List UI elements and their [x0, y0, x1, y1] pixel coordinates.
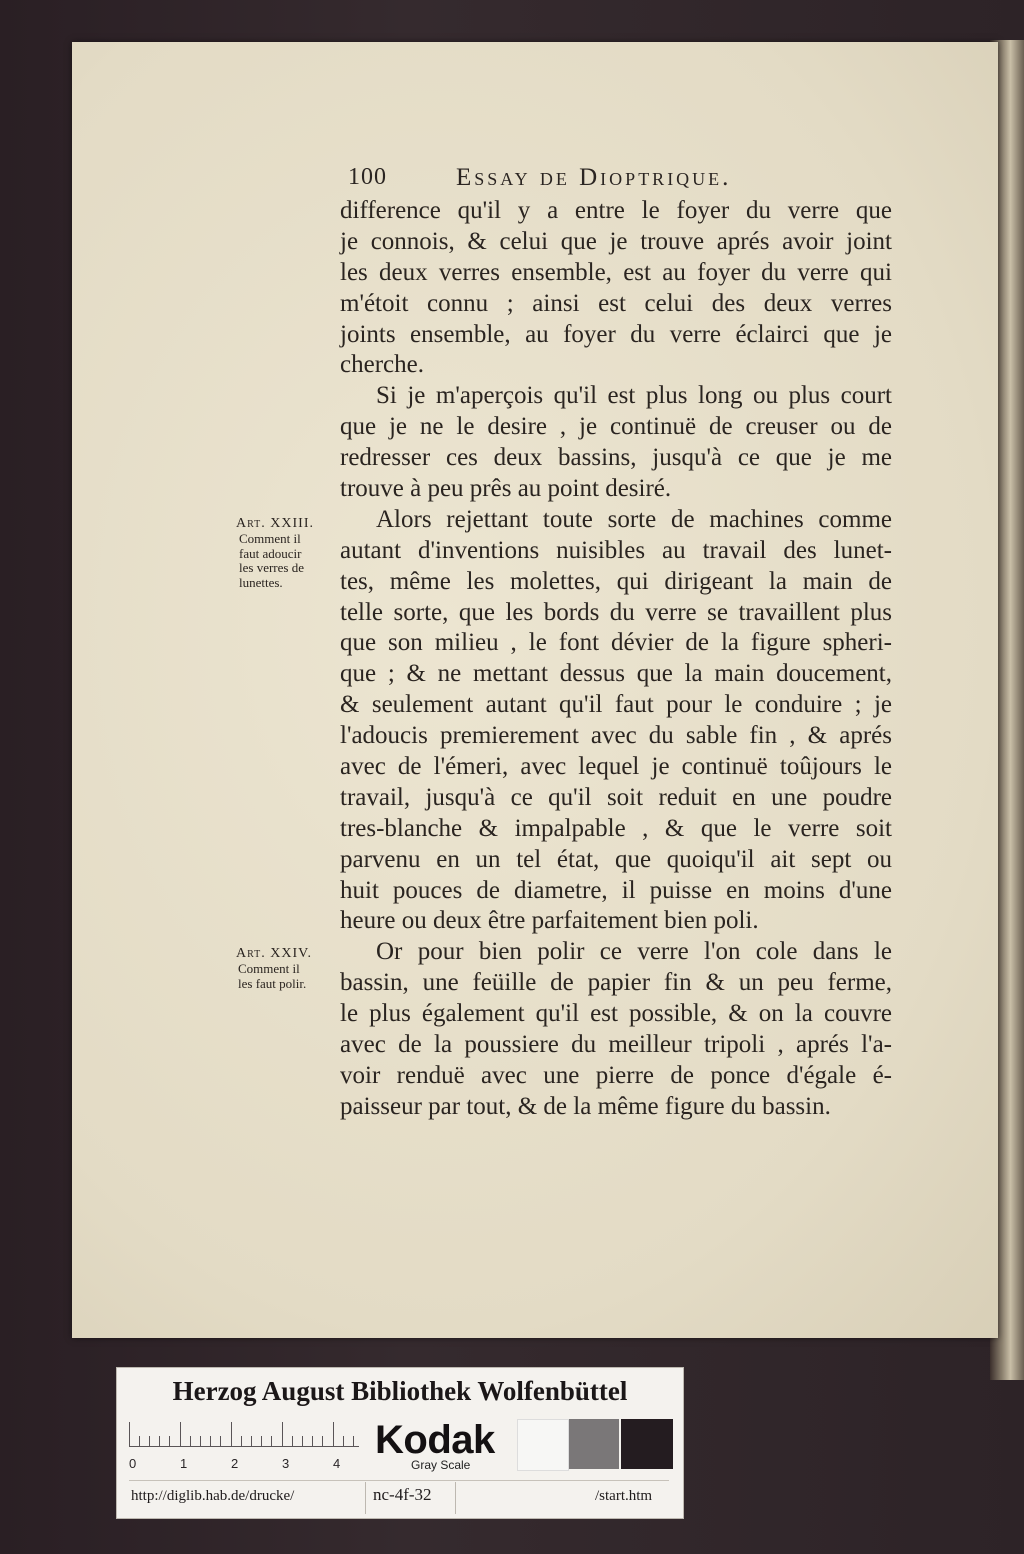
- ruler-tick: [322, 1436, 323, 1446]
- page-number: 100: [348, 164, 387, 190]
- running-header: [348, 164, 808, 198]
- text-line: voir renduë avec une pierre de ponce d'égale é-: [340, 1061, 892, 1089]
- ruler-tick: [241, 1436, 242, 1446]
- text-line: telle sorte, que les bords du verre se travaillent plus: [340, 598, 892, 626]
- ruler-number: 1: [180, 1456, 188, 1471]
- ruler-numbers: [127, 1456, 367, 1472]
- marginal-note-art-xxiii: [236, 516, 342, 590]
- text-line: que ; & ne mettant dessus que la main doucement,: [340, 660, 892, 688]
- marginal-line: les faut polir.: [238, 975, 307, 991]
- text-line: le plus également qu'il est possible, & on la couvre: [340, 1000, 892, 1028]
- ruler-number: 4: [333, 1456, 341, 1471]
- shelfmark: nc-4f-32: [373, 1485, 432, 1504]
- divider: [365, 1482, 366, 1514]
- ruler-tick: [282, 1422, 283, 1446]
- ruler-number: 0: [129, 1456, 137, 1471]
- base-url: http://diglib.hab.de/drucke/: [131, 1488, 295, 1504]
- text-line: huit pouces de diametre, il puisse en moins d'une: [340, 876, 892, 904]
- ruler-tick: [159, 1436, 160, 1446]
- marginal-note-art-xxiv: [236, 946, 342, 991]
- gray-swatch-dark: [621, 1419, 673, 1469]
- text-line: tes, même les molettes, qui dirigeant la main de: [340, 567, 892, 595]
- gray-swatch-white: [517, 1419, 569, 1471]
- text-line: autant d'inventions nuisibles au travail des lunet-: [340, 536, 892, 564]
- start-path: /start.htm: [595, 1488, 653, 1504]
- color-target-card: [116, 1367, 684, 1519]
- ruler-tick: [292, 1436, 293, 1446]
- article-number: Art. XXIII.: [236, 516, 314, 531]
- ruler-number: 2: [231, 1456, 239, 1471]
- gray-swatch-mid: [569, 1419, 619, 1469]
- text-line: tres-blanche & impalpable , & que le verre soit: [340, 814, 892, 842]
- body-text: [340, 196, 892, 1123]
- marginal-line: Comment il: [239, 531, 301, 546]
- text-line: parvenu en un tel état, que quoiqu'il ait sept ou: [340, 845, 892, 873]
- ruler-tick: [251, 1436, 252, 1446]
- text-line: que je ne le desire , je continuë de creuser ou de: [340, 413, 892, 441]
- ruler-tick: [333, 1422, 334, 1446]
- article-number: Art. XXIV.: [236, 946, 312, 961]
- ruler-tick: [190, 1436, 191, 1446]
- ruler-tick: [302, 1436, 303, 1446]
- scale-ruler: [129, 1422, 359, 1447]
- text-line: joints ensemble, au foyer du verre éclairci que je: [340, 320, 892, 348]
- text-line: heure ou deux être parfaitement bien poli.: [340, 907, 759, 935]
- text-line: que son milieu , le font dévier de la figure spheri-: [340, 629, 892, 657]
- text-line: je connois, & celui que je trouve aprés avoir joint: [340, 227, 892, 255]
- divider: [129, 1480, 669, 1481]
- text-line: bassin, une feüille de papier fin & un peu ferme,: [340, 969, 892, 997]
- marginal-line: faut adoucir: [239, 545, 302, 561]
- text-line: redresser ces deux bassins, jusqu'à ce que je me: [340, 444, 892, 472]
- marginal-line: lunettes.: [239, 574, 283, 590]
- running-title: Essay de Dioptrique.: [456, 164, 732, 191]
- kodak-logo: Kodak: [375, 1418, 495, 1462]
- ruler-tick: [261, 1436, 262, 1446]
- text-line: paisseur par tout, & de la même figure du bassin.: [340, 1092, 831, 1120]
- ruler-tick: [169, 1436, 170, 1446]
- text-line: les deux verres ensemble, est au foyer du verre qui: [340, 258, 892, 286]
- ruler-tick: [139, 1436, 140, 1446]
- gray-scale-label: Gray Scale: [411, 1458, 471, 1472]
- text-line: avec de l'émeri, avec lequel je continuë toûjours le: [340, 753, 892, 781]
- text-line: trouve à peu prês au point desiré.: [340, 475, 672, 503]
- ruler-tick: [271, 1436, 272, 1446]
- ruler-tick: [343, 1436, 344, 1446]
- text-line: difference qu'il y a entre le foyer du verre que: [340, 197, 892, 224]
- marginal-line: Comment il: [238, 961, 300, 976]
- ruler-tick: [220, 1436, 221, 1446]
- ruler-tick: [129, 1422, 130, 1446]
- text-line: avec de la poussiere du meilleur tripoli , aprés l'a-: [340, 1031, 892, 1059]
- ruler-tick: [149, 1436, 150, 1446]
- ruler-tick: [210, 1436, 211, 1446]
- library-name: Herzog August Bibliothek Wolfenbüttel: [172, 1376, 628, 1406]
- ruler-tick: [353, 1436, 354, 1446]
- ruler-tick: [180, 1422, 181, 1446]
- marginal-line: les verres de: [239, 560, 304, 575]
- ruler-tick: [200, 1436, 201, 1446]
- text-line: Or pour bien polir ce verre l'on cole dans le: [376, 938, 892, 966]
- text-line: travail, jusqu'à ce qu'il soit reduit en une poudre: [340, 783, 892, 811]
- text-line: & seulement autant qu'il faut pour le conduire ; je: [340, 691, 892, 719]
- text-line: cherche.: [340, 351, 424, 379]
- ruler-tick: [231, 1422, 232, 1446]
- ruler-tick: [312, 1436, 313, 1446]
- text-line: Si je m'aperçois qu'il est plus long ou plus court: [376, 382, 892, 410]
- text-line: Alors rejettant toute sorte de machines comme: [376, 505, 892, 533]
- divider: [455, 1482, 456, 1514]
- text-line: m'étoit connu ; ainsi est celui des deux verres: [340, 289, 892, 317]
- text-line: l'adoucis premierement avec du sable fin , & aprés: [340, 722, 892, 750]
- ruler-number: 3: [282, 1456, 290, 1471]
